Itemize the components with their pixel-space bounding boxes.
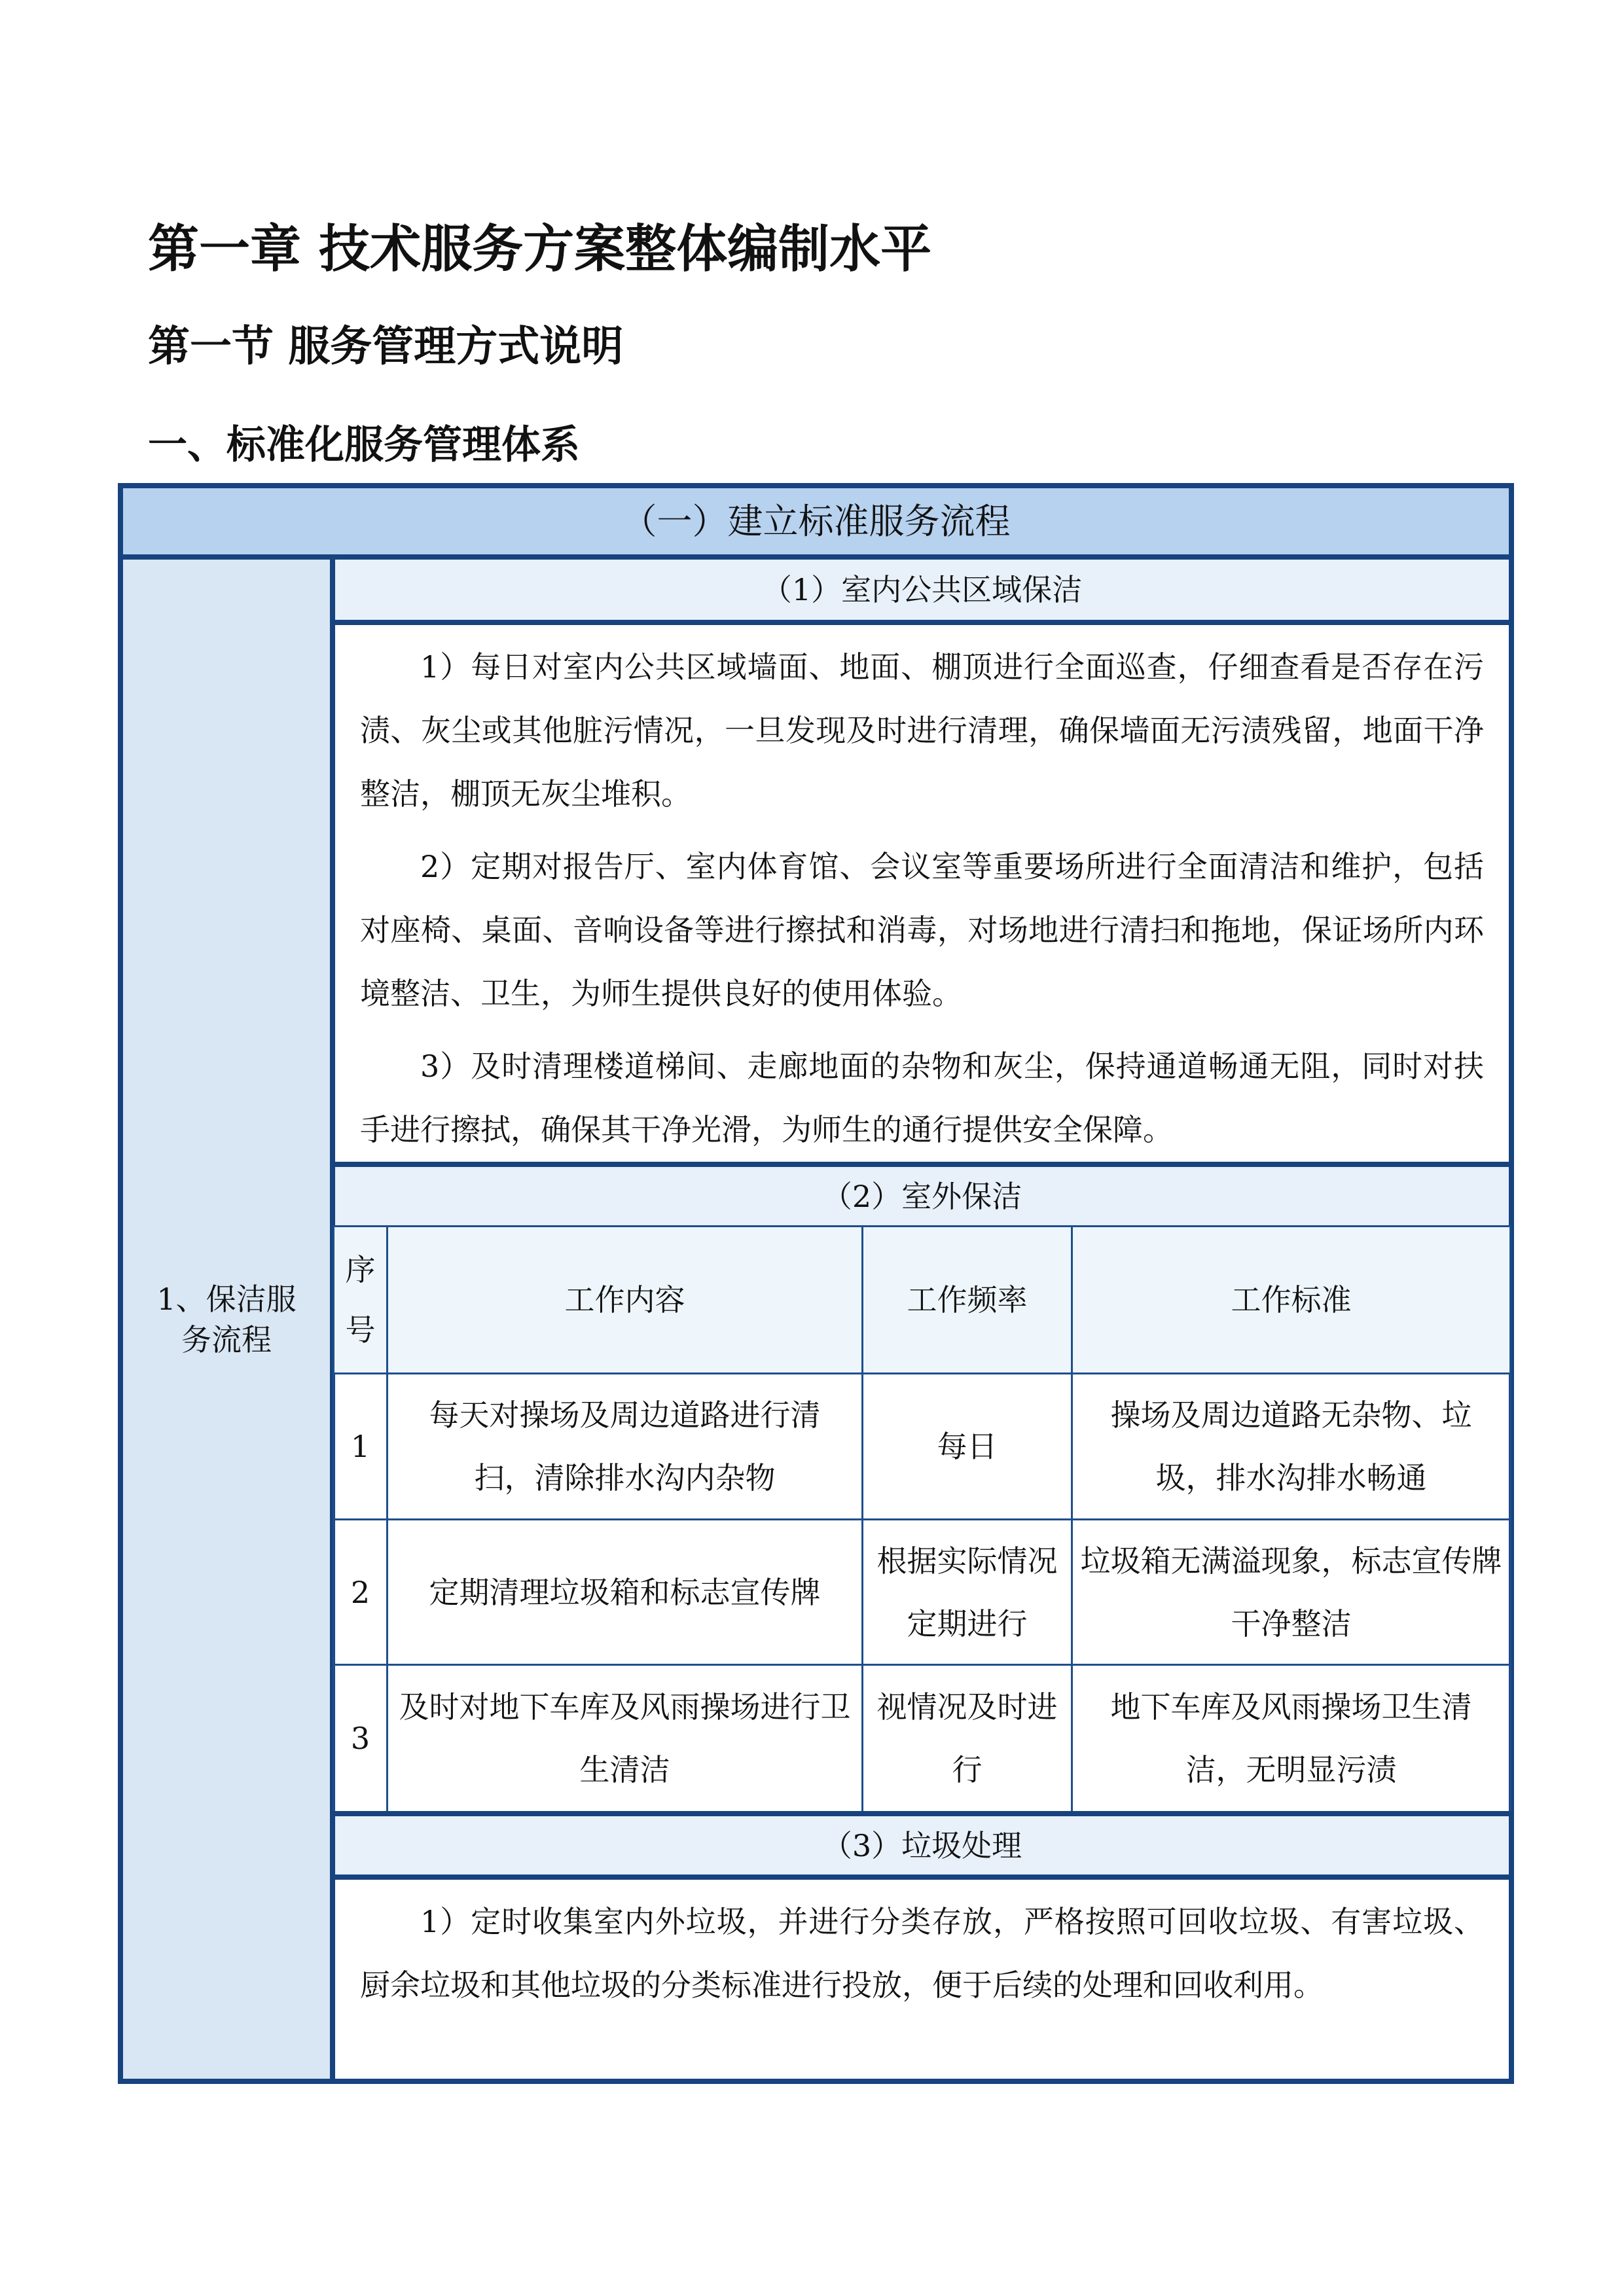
part2-title: （2）室外保洁 — [330, 1162, 1514, 1230]
left-label: 1、保洁服务流程 — [118, 554, 335, 2084]
paragraph: 3）及时清理楼道梯间、走廊地面的杂物和灰尘，保持通道畅通无阻，同时对扶手进行擦拭，确保其干净光滑，为师生的通行提供安全保障。 — [360, 1049, 1484, 1147]
cell-frequency: 根据实际情况定期进行 — [861, 1518, 1073, 1666]
col-header-frequency: 工作频率 — [861, 1225, 1073, 1374]
cell-index: 1 — [333, 1372, 388, 1520]
cell-content: 定期清理垃圾箱和标志宣传牌 — [386, 1518, 863, 1666]
part1-title: （1）室内公共区域保洁 — [330, 554, 1514, 625]
cell-standard: 地下车库及风雨操场卫生清洁，无明显污渍 — [1071, 1664, 1511, 1813]
cell-standard: 垃圾箱无满溢现象，标志宣传牌干净整洁 — [1071, 1518, 1511, 1666]
cell-index: 2 — [333, 1518, 388, 1666]
col-header-standard: 工作标准 — [1071, 1225, 1511, 1374]
cell-frequency: 视情况及时进行 — [861, 1664, 1073, 1813]
paragraph: 2）定期对报告厅、室内体育馆、会议室等重要场所进行全面清洁和维护，包括对座椅、桌面、音响设备等进行擦拭和消毒，对场地进行清扫和拖地，保证场所内环境整洁、卫生，为师生提供良好的使用体验。 — [360, 849, 1484, 1011]
cell-frequency: 每日 — [861, 1372, 1073, 1520]
part1-body — [330, 620, 1514, 1167]
cell-index: 3 — [333, 1664, 388, 1813]
cell-standard: 操场及周边道路无杂物、垃圾，排水沟排水畅通 — [1071, 1372, 1511, 1520]
part3-title: （3）垃圾处理 — [330, 1811, 1514, 1880]
part3-body — [330, 1874, 1514, 2084]
subsection-heading: 一、标准化服务管理体系 — [148, 422, 580, 468]
cell-content: 及时对地下车库及风雨操场进行卫生清洁 — [386, 1664, 863, 1813]
paragraph: 1）每日对室内公共区域墙面、地面、棚顶进行全面巡查，仔细查看是否存在污渍、灰尘或其他脏污情况，一旦发现及时进行清理，确保墙面无污渍残留，地面干净整洁，棚顶无灰尘堆积。 — [360, 649, 1484, 812]
section-heading: 第一节 服务管理方式说明 — [148, 323, 624, 371]
cell-content: 每天对操场及周边道路进行清扫，清除排水沟内杂物 — [386, 1372, 863, 1520]
paragraph: 1）定时收集室内外垃圾，并进行分类存放，严格按照可回收垃圾、有害垃圾、厨余垃圾和其他垃圾的分类标准进行投放，便于后续的处理和回收利用。 — [360, 1904, 1484, 2003]
chapter-heading: 第一章 技术服务方案整体编制水平 — [148, 220, 932, 279]
col-header-content: 工作内容 — [386, 1225, 863, 1374]
table-title: （一）建立标准服务流程 — [118, 483, 1514, 560]
col-header-index: 序号 — [333, 1225, 388, 1374]
